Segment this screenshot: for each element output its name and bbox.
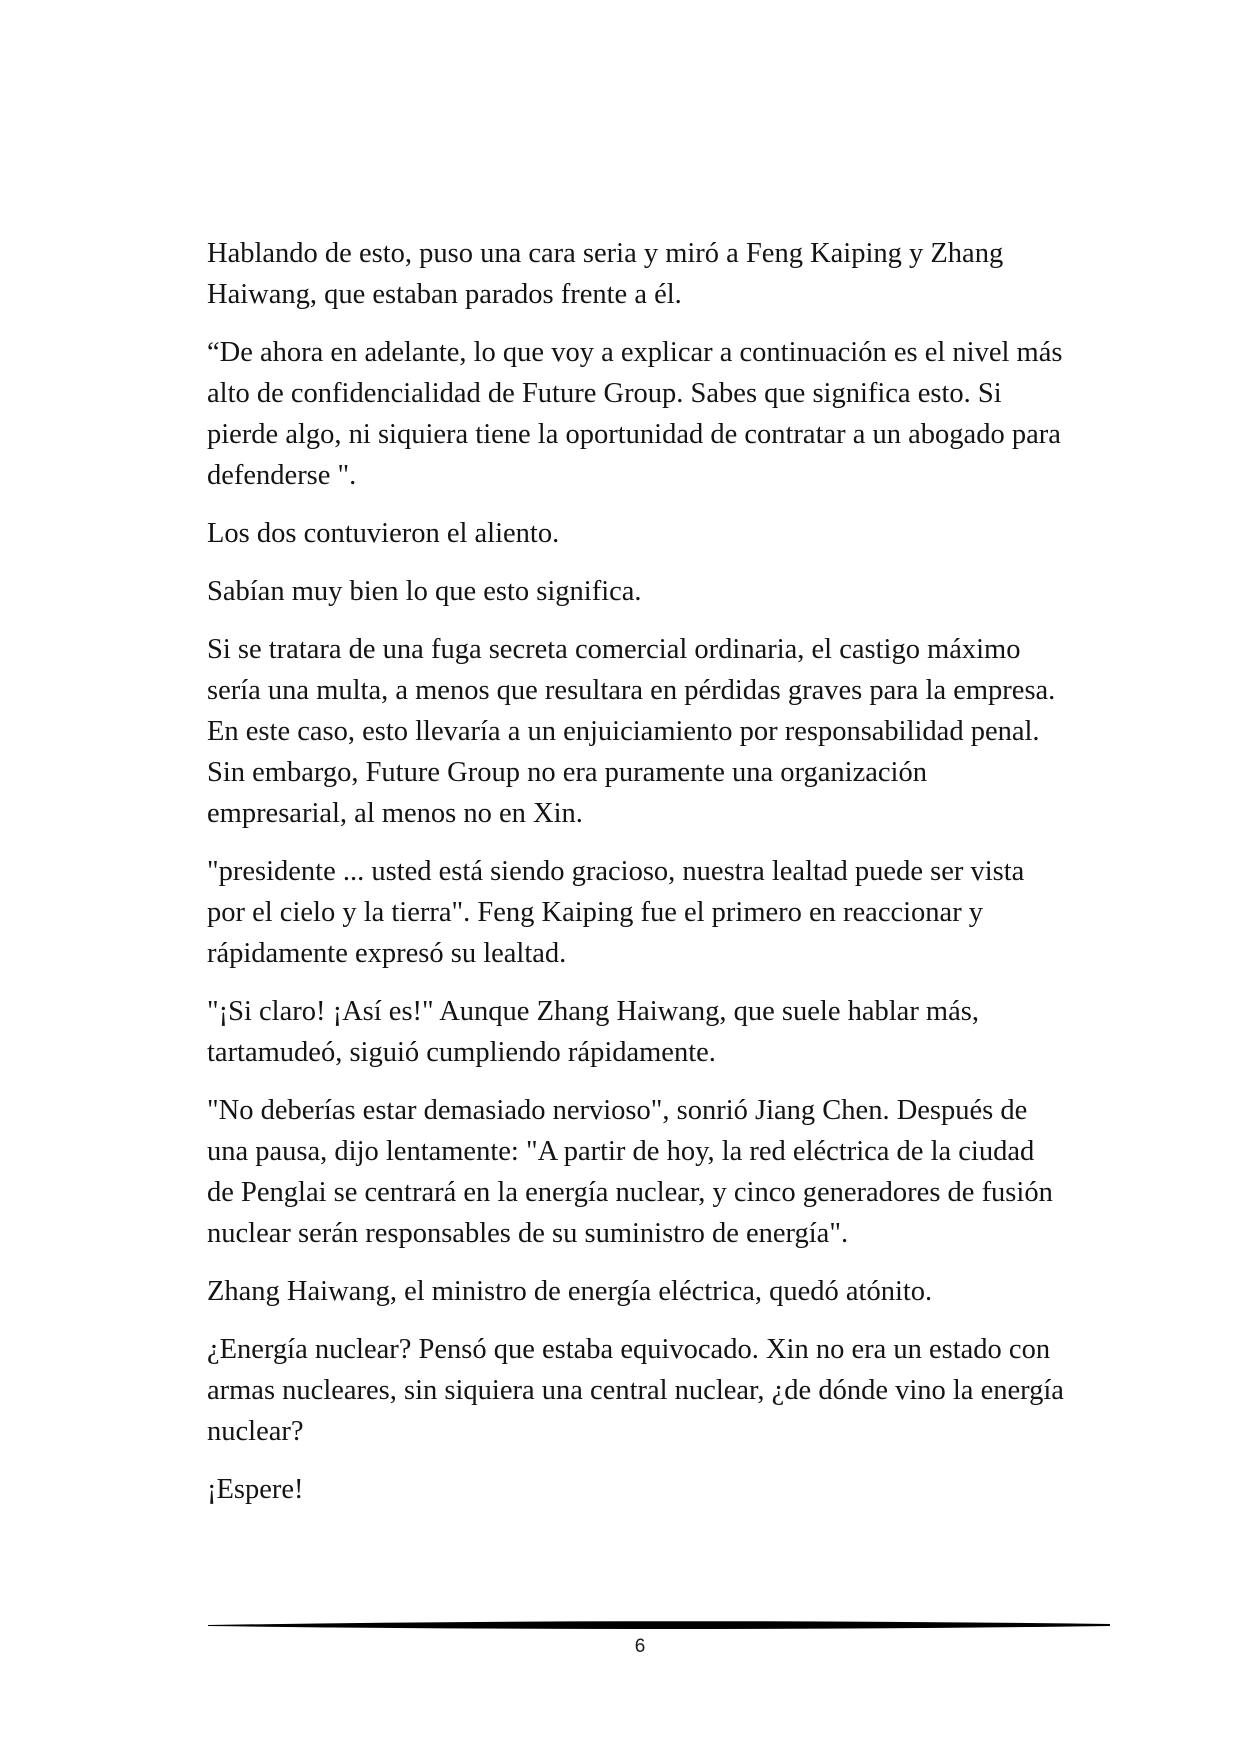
- paragraph: ¿Energía nuclear? Pensó que estaba equivocado. Xin no era un estado con armas nucleares, sin siquiera una central nuclear, ¿de dónde vino la energía nuclear?: [207, 1334, 1064, 1447]
- paragraph: Los dos contuvieron el aliento.: [207, 518, 560, 549]
- paragraph: "presidente ... usted está siendo gracioso, nuestra lealtad puede ser vista por el cielo y la tierra". Feng Kaiping fue el primero en reaccionar y rápidamente expresó su lealtad.: [207, 856, 1025, 969]
- paragraph: ¡Espere!: [207, 1474, 304, 1505]
- paragraph: Zhang Haiwang, el ministro de energía eléctrica, quedó atónito.: [207, 1276, 933, 1307]
- paragraph: "¡Si claro! ¡Así es!" Aunque Zhang Haiwang, que suele hablar más, tartamudeó, siguió cumpliendo rápidamente.: [207, 996, 979, 1068]
- paragraph: "No deberías estar demasiado nervioso", sonrió Jiang Chen. Después de una pausa, dijo lentamente: "A partir de hoy, la red eléctrica de la ciudad de Penglai se centrará en la energía nuclear, y cinco generadores de fusión nuclear serán responsables de su suministro de energía".: [207, 1095, 1053, 1249]
- paragraph: Sabían muy bien lo que esto significa.: [207, 576, 642, 607]
- paragraph: Hablando de esto, puso una cara seria y miró a Feng Kaiping y Zhang Haiwang, que estaban parados frente a él.: [207, 238, 1004, 310]
- page-number: 6: [634, 1636, 646, 1657]
- paragraph: Si se tratara de una fuga secreta comercial ordinaria, el castigo máximo sería una multa, a menos que resultara en pérdidas graves para la empresa. En este caso, esto llevaría a un enjuiciamiento por responsabilidad penal. Sin embargo, Future Group no era puramente una organización empresarial, al menos no en Xin.: [207, 634, 1056, 829]
- body-text: [207, 233, 1067, 1527]
- footer-divider: [208, 1619, 1110, 1631]
- paragraph: “De ahora en adelante, lo que voy a explicar a continuación es el nivel más alto de confidencialidad de Future Group. Sabes que significa esto. Si pierde algo, ni siquiera tiene la oportunidad de contratar a un abogado para defenderse ".: [207, 337, 1063, 491]
